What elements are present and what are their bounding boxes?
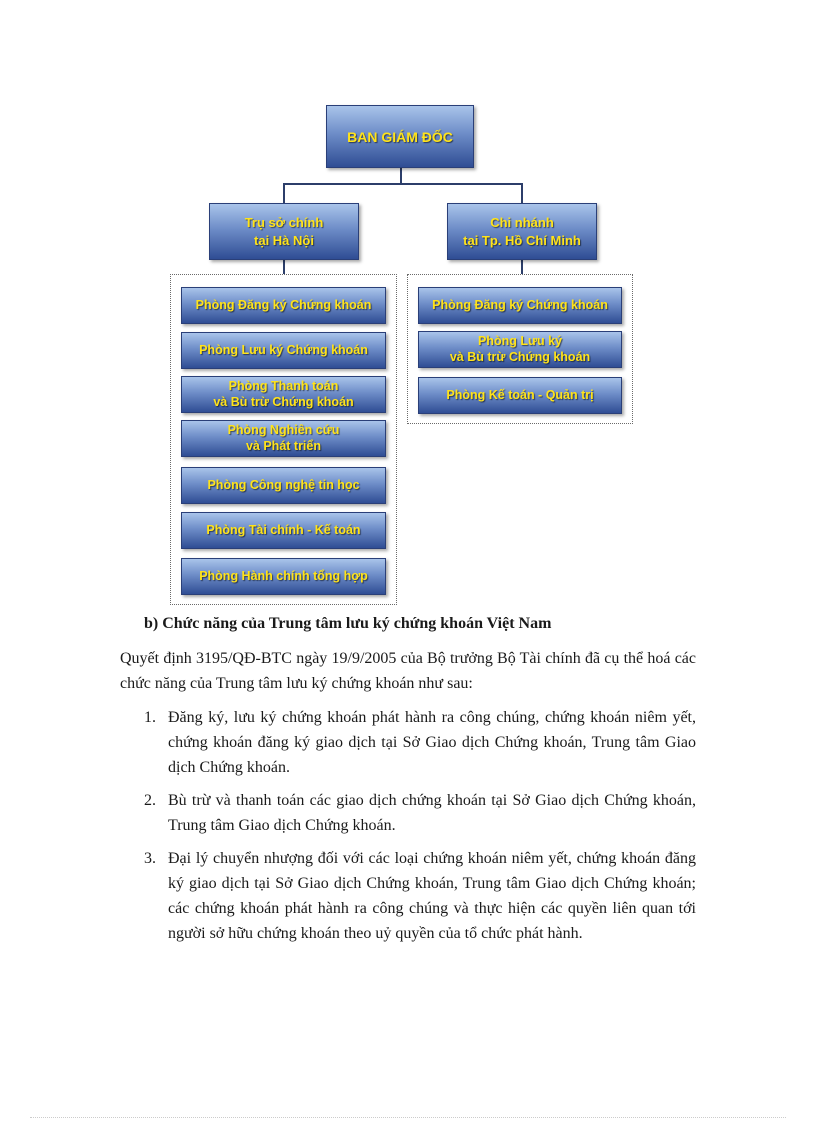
hcm-dept-depository-clearing [418,331,622,368]
dept-label: Phòng Hành chính tổng hợp [199,568,368,583]
dept-label: Phòng Nghiên cứu và Phát triển [227,422,340,453]
hanoi-dept-depository [181,332,386,369]
hcm-branch-label: Chi nhánh tại Tp. Hồ Chí Minh [463,214,581,248]
intro-paragraph: Quyết định 3195/QĐ-BTC ngày 19/9/2005 của Bộ trưởng Bộ Tài chính đã cụ thể hoá các chức năng của Trung tâm lưu ký chứng khoán như sau: [120,650,696,692]
hanoi-head-office-label: Trụ sở chính tại Hà Nội [244,214,324,248]
dept-label: Phòng Lưu ký Chứng khoán [199,342,368,357]
hanoi-dept-admin [181,558,386,595]
dept-label: Phòng Công nghệ tin học [207,477,360,492]
hanoi-dept-clearing [181,376,386,413]
list-item [144,705,696,780]
section-heading: b) Chức năng của Trung tâm lưu ký chứng khoán Việt Nam [144,615,552,632]
connector-left-vertical [283,183,285,203]
hanoi-dept-registration [181,287,386,324]
dept-label: Phòng Lưu ký và Bù trừ Chứng khoán [449,333,591,364]
connector-horizontal [283,183,523,185]
connector-hanoi-down [283,260,285,274]
hcm-dept-accounting [418,377,622,414]
board-of-directors-box [326,105,474,168]
list-item-text: Bù trừ và thanh toán các giao dịch chứng khoán tại Sở Giao dịch Chứng khoán, Trung tâm Giao dịch Chứng khoán. [168,792,696,834]
hanoi-dept-research [181,420,386,457]
connector-top-vertical [400,168,402,184]
list-item-text: Đăng ký, lưu ký chứng khoán phát hành ra công chúng, chứng khoán niêm yết, chứng khoán đăng ký giao dịch tại Sở Giao dịch Chứng khoán, Trung tâm Giao dịch Chứng khoán. [168,709,696,776]
list-item [144,846,696,946]
dept-label: Phòng Kế toán - Quản trị [446,387,594,402]
dept-label: Phòng Tài chính - Kế toán [206,522,361,537]
list-item-number: 2. [144,792,156,809]
dept-label: Phòng Đăng ký Chứng khoán [195,297,372,312]
list-item-number: 3. [144,850,156,867]
dept-label: Phòng Đăng ký Chứng khoán [432,297,608,312]
board-of-directors-label: BAN GIÁM ĐỐC [347,128,453,145]
hcm-branch-box [447,203,597,260]
dept-label: Phòng Thanh toán và Bù trừ Chứng khoán [213,378,354,409]
list-item [144,788,696,838]
hanoi-head-office-box [209,203,359,260]
footer-rule [30,1117,786,1118]
list-item-text: Đại lý chuyển nhượng đối với các loại chứng khoán niêm yết, chứng khoán đăng ký giao dịch tại Sở Giao dịch Chứng khoán, Trung tâm Giao dịch Chứng khoán; các chứng khoán phát hành ra công chúng và thực hiện các quyền liên quan tới người sở hữu chứng khoán theo uỷ quyền của tổ chức phát hành. [168,850,696,942]
list-item-number: 1. [144,709,156,726]
connector-hcm-down [521,260,523,274]
hcm-dept-registration [418,287,622,324]
hanoi-dept-finance [181,512,386,549]
hanoi-dept-it [181,467,386,504]
connector-right-vertical [521,183,523,203]
